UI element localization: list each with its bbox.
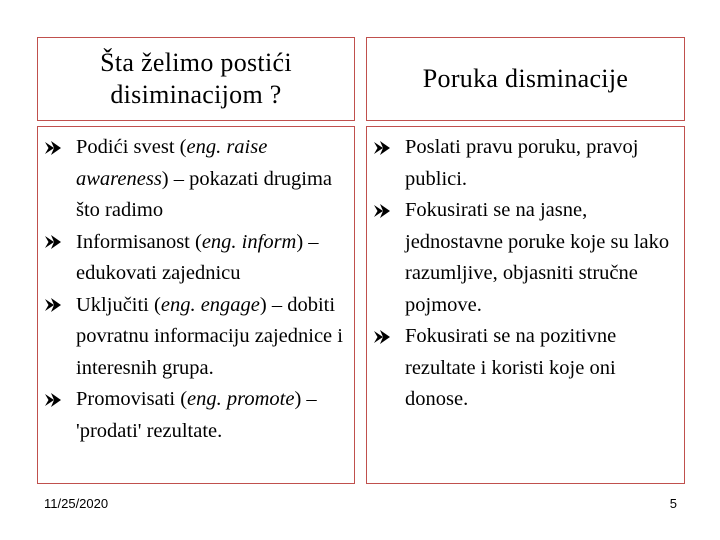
page-number: 5 (669, 496, 677, 511)
bullet-text-em: eng. raise awareness (76, 136, 268, 190)
left-content-box (37, 126, 355, 484)
left-bullet-item (44, 384, 349, 447)
right-bullet-item (373, 132, 679, 195)
bullet-text: Fokusirati se na jasne, jednostavne poruke koje su lako razumljive, objasniti stručne pojmove. (405, 199, 670, 316)
right-column-title (366, 37, 685, 121)
arrow-bullet-icon (44, 290, 68, 321)
bullet-text-post: ) – dobiti povratnu informaciju zajednice i interesnih grupa. (76, 293, 343, 379)
bullet-text: Poslati pravu poruku, pravoj publici. (405, 136, 639, 190)
left-bullet-item (44, 290, 349, 385)
bullet-text-pre: Podići svest ( (76, 136, 187, 158)
bullet-text-post: ) – pokazati drugima što radimo (76, 167, 333, 221)
left-bullet-item (44, 227, 349, 290)
bullet-text-pre: Uključiti ( (76, 293, 161, 316)
bullet-text-em: eng. promote (187, 388, 295, 410)
bullet-text-em: eng. engage (160, 293, 260, 316)
bullet-text-em: eng. inform (201, 230, 297, 253)
bullet-text-post: ) – 'prodati' rezultate. (76, 388, 317, 442)
right-bullet-item (373, 195, 679, 321)
footer-date: 11/25/2020 (44, 496, 109, 511)
left-bullet-item (44, 132, 349, 227)
left-bullet-list (44, 132, 349, 447)
left-column-title (37, 37, 355, 121)
right-content-box (366, 126, 685, 484)
bullet-text: Fokusirati se na pozitivne rezultate i koristi koje oni donose. (405, 325, 617, 410)
arrow-bullet-icon (44, 384, 68, 415)
right-bullet-list (373, 132, 679, 416)
arrow-bullet-icon (44, 227, 68, 258)
arrow-bullet-icon (373, 195, 397, 226)
arrow-bullet-icon (373, 132, 397, 163)
right-bullet-item (373, 321, 679, 416)
arrow-bullet-icon (44, 132, 68, 163)
bullet-text-post: ) – edukovati zajednicu (76, 230, 319, 284)
arrow-bullet-icon (373, 321, 397, 352)
bullet-text-pre: Informisanost ( (76, 230, 202, 253)
bullet-text-pre: Promovisati ( (76, 388, 188, 410)
right-title-text: Poruka disminacije (422, 64, 629, 93)
left-title-text: Šta želimo postići disiminacijom ? (100, 48, 292, 109)
